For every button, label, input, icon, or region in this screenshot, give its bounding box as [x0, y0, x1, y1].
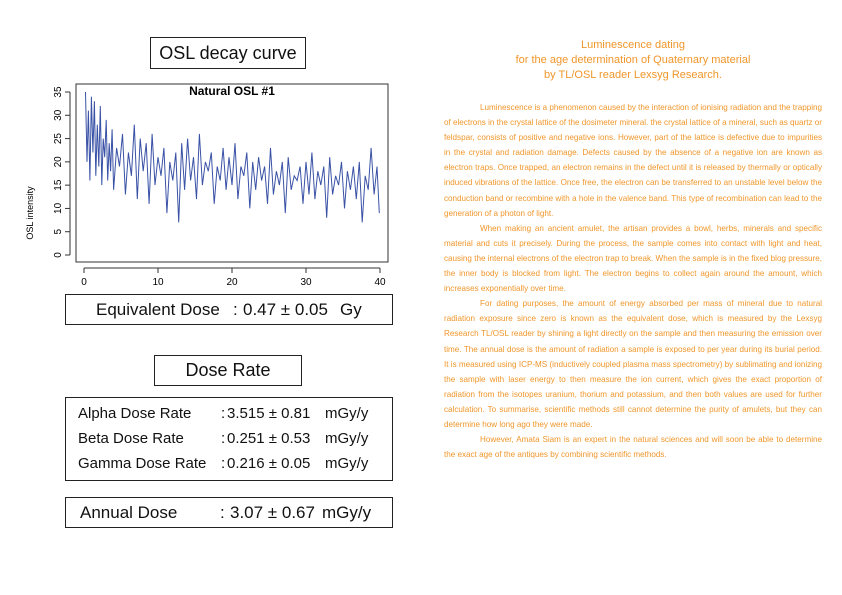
equivalent-dose-separator: :	[233, 300, 238, 319]
osl-chart	[0, 80, 400, 290]
annual-dose-value: 3.07 ± 0.67	[230, 503, 315, 522]
y-tick-label: 15	[53, 179, 64, 191]
y-tick-label: 35	[53, 86, 64, 98]
chart-y-axis-label: OSL intensity	[25, 186, 35, 240]
x-tick-label: 10	[152, 277, 164, 288]
body-paragraph: When making an ancient amulet, the artisan provides a bowl, herbs, minerals and specific material and cuts it precisely. During the process, the sample comes into contact with light and heat, causing the internal electrons of the electron trap to break. When the sample is in the fixed blog pressure, the inner body is blocked from light. The electron begins to collect again around the amount, which increases exponentially over time.	[444, 223, 822, 294]
heading-line: by TL/OSL reader Lexsyg Research.	[544, 69, 722, 81]
y-tick-label: 10	[53, 202, 64, 214]
chart-plot-frame	[76, 84, 388, 262]
x-tick-label: 40	[374, 277, 386, 288]
annual-dose-label: Annual Dose	[80, 503, 178, 522]
body-paragraph: For dating purposes, the amount of energy absorbed per mass of mineral due to natural radiation exposure since zero is known as the equivalent dose, which is measured by the Lexsyg Research TL/OSL reader by shining a light directly on the sample and then measuring the emission over time. The annual dose is the amount of radiation a sample is exposed to per year during its burial period. It is measured using ICP-MS (inductively coupled plasma mass spectrometry) by sublimating and ionizing the sample with laser energy to then measure the ion current, which gives the exact proportion of radiation from the isotopes uranium, thorium and potassium, and then both values are used for further calculation. To summarise, scientific methods still cannot determine the purity of amulets, but they can determine how long ago they were made.	[444, 299, 822, 429]
y-tick-label: 30	[53, 109, 64, 121]
article-body	[444, 100, 822, 462]
annual-dose-separator: :	[220, 503, 225, 522]
osl-decay-curve-title: OSL decay curve	[150, 37, 306, 69]
annual-dose-box	[65, 497, 393, 528]
article-heading	[444, 38, 822, 83]
dose-rate-unit: mGy/y	[325, 430, 369, 447]
dose-rate-label: Beta Dose Rate	[78, 430, 184, 447]
dose-rate-value: 0.251 ± 0.53	[227, 430, 311, 447]
body-paragraph: However, Amata Siam is an expert in the natural sciences and will soon be able to determine the exact age of the antiques by combining scientific methods.	[444, 435, 822, 460]
osl-intensity-series-line	[86, 92, 380, 222]
dose-rate-value: 3.515 ± 0.81	[227, 405, 311, 422]
dose-rate-separator: :	[221, 430, 226, 447]
dose-rate-unit: mGy/y	[325, 455, 369, 472]
dose-rate-separator: :	[221, 455, 226, 472]
y-tick-label: 0	[53, 252, 64, 258]
dose-rate-value: 0.216 ± 0.05	[227, 455, 311, 472]
dose-rates-box	[65, 397, 393, 481]
dose-rate-unit: mGy/y	[325, 405, 369, 422]
equivalent-dose-label: Equivalent Dose	[96, 300, 220, 319]
chart-title: Natural OSL #1	[189, 84, 275, 98]
heading-line: for the age determination of Quaternary material	[515, 54, 751, 66]
y-tick-label: 5	[53, 228, 64, 235]
equivalent-dose-unit: Gy	[340, 300, 362, 319]
x-tick-label: 30	[300, 277, 312, 288]
equivalent-dose-box	[65, 294, 393, 325]
heading-line: Luminescence dating	[581, 39, 685, 51]
dose-rate-separator: :	[221, 405, 226, 422]
dose-rate-title: Dose Rate	[154, 355, 302, 386]
dose-rate-label: Gamma Dose Rate	[78, 455, 207, 472]
dose-rate-label: Alpha Dose Rate	[78, 405, 192, 422]
annual-dose-unit: mGy/y	[322, 503, 372, 522]
y-tick-label: 25	[53, 133, 64, 145]
x-tick-label: 20	[226, 277, 238, 288]
body-paragraph: Luminescence is a phenomenon caused by the interaction of ionising radiation and the trapping of electrons in the crystal lattice of the dosimeter mineral. the crystal lattice of a mineral, such as quartz or feldspar, consists of positive and negative ions. However, part of the lattice is defective due to impurities in the crystal and radiation damage. Defects caused by the absence of a negative ion are known as electron traps. Once trapped, an electron remains in the defect until it is released by thermally or optically induced vibrations of the lattice. Once free, the electron can be transferred to an unstable level below the conduction band or recombine with a hole in the valence band. This type of recombination can lead to the generation of a photon of light.	[444, 103, 822, 218]
x-tick-label: 0	[81, 277, 87, 288]
equivalent-dose-value: 0.47 ± 0.05	[243, 300, 328, 319]
y-tick-label: 20	[53, 156, 64, 168]
